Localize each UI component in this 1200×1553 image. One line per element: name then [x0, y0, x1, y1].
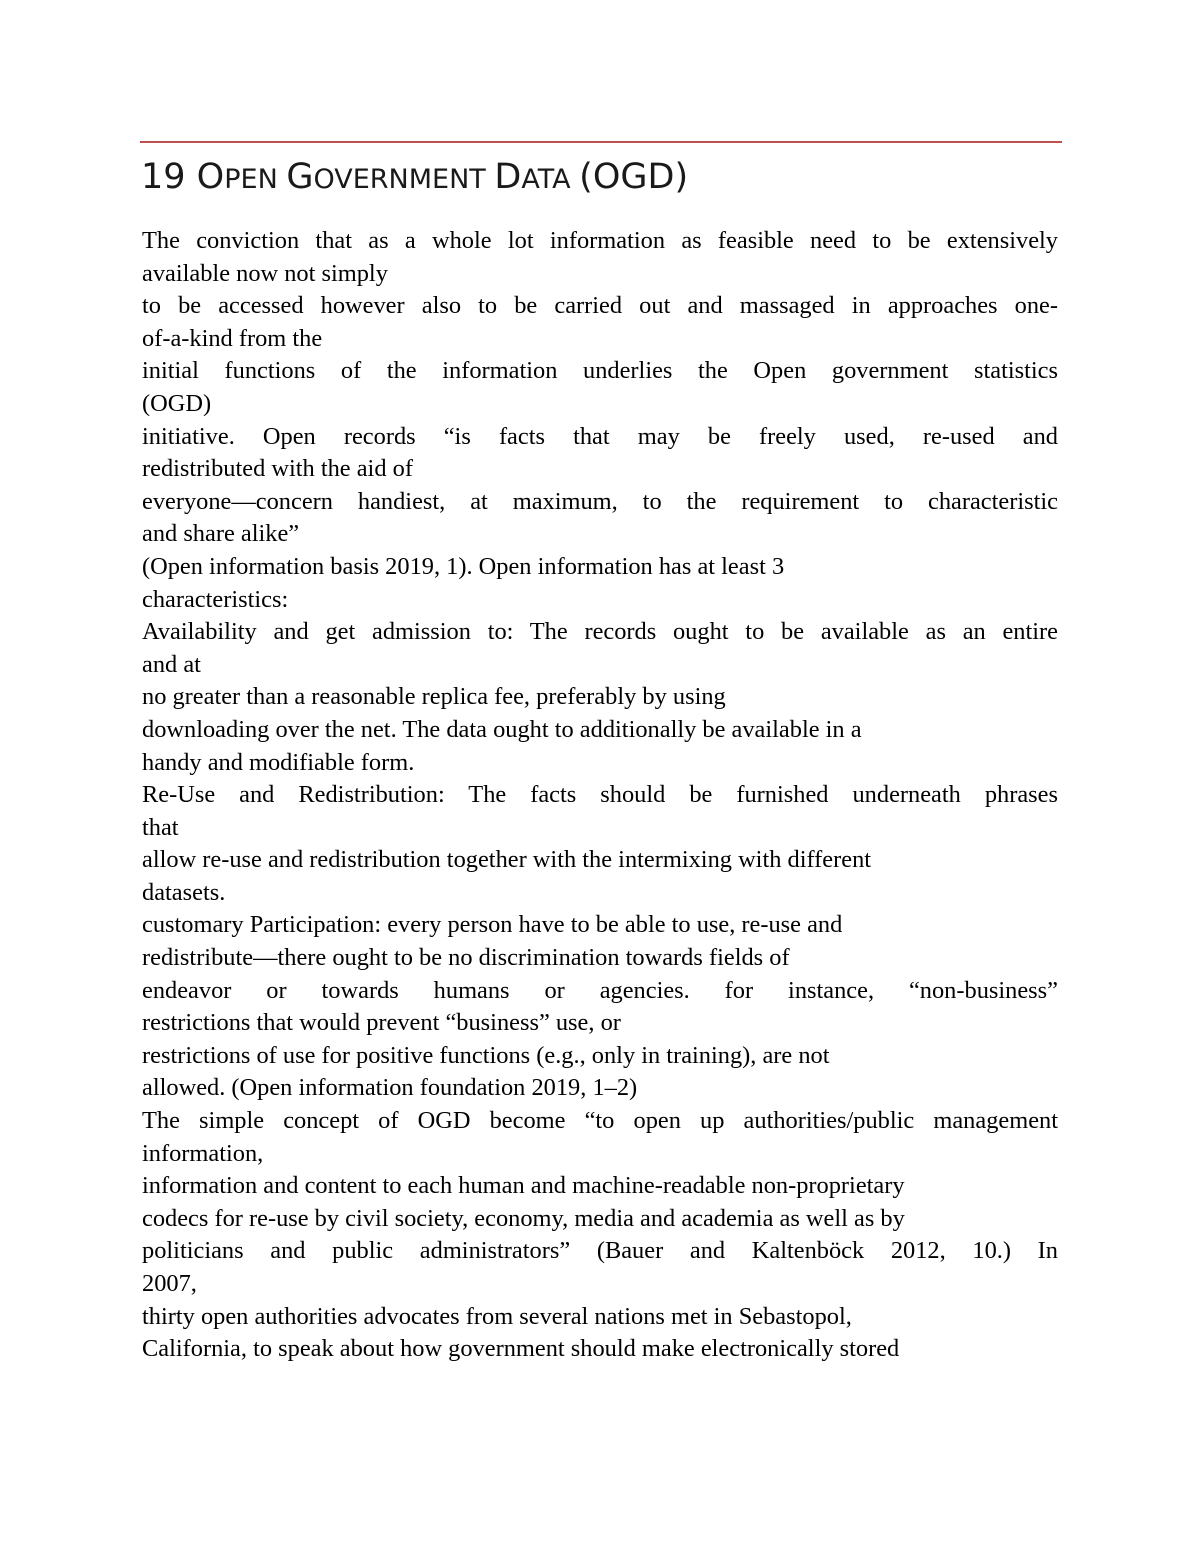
text-line: redistribute—there ought to be no discrimination towards fields of: [142, 944, 790, 972]
text-line: (Open information basis 2019, 1). Open information has at least 3: [142, 552, 785, 580]
text-line: and share alike”: [142, 520, 300, 548]
text-line: 2007,: [142, 1270, 197, 1297]
text-line: restrictions that would prevent “business” use, or: [142, 1009, 621, 1037]
text-line: redistributed with the aid of: [142, 455, 413, 483]
text-line: to be accessed however also to be carried out and massaged in approaches one-: [142, 292, 1058, 320]
heading-rule: [140, 141, 1062, 143]
heading-cap-1: O: [196, 157, 225, 197]
text-line: information,: [142, 1139, 264, 1167]
heading-tail: (OGD): [579, 157, 689, 197]
text-line: The simple concept of OGD become “to open up authorities/public management: [142, 1107, 1058, 1135]
text-line: information and content to each human and machine-readable non-proprietary: [142, 1172, 905, 1200]
heading-number: 19: [141, 157, 197, 197]
text-line: initial functions of the information underlies the Open government statistics: [142, 357, 1058, 385]
text-line: characteristics:: [142, 585, 289, 613]
text-line: allow re-use and redistribution together with the intermixing with different: [142, 846, 872, 874]
text-line: restrictions of use for positive functions (e.g., only in training), are not: [142, 1041, 830, 1069]
text-line: The conviction that as a whole lot information as feasible need to be extensively: [142, 227, 1058, 254]
text-line: that: [142, 813, 179, 841]
text-line: (OGD): [142, 389, 212, 417]
text-line: politicians and public administrators” (Bauer and Kaltenböck 2012, 10.) In: [142, 1237, 1058, 1265]
text-line: datasets.: [142, 878, 226, 906]
text-line: California, to speak about how government should make electronically stored: [142, 1335, 900, 1363]
heading-cap-3: D: [494, 157, 522, 197]
heading-smallcaps-1: PEN: [224, 164, 287, 195]
text-line: and at: [142, 650, 201, 678]
text-line: everyone—concern handiest, at maximum, to the requirement to characteristic: [142, 487, 1058, 515]
heading-cap-2: G: [286, 157, 314, 197]
text-line: customary Participation: every person have to be able to use, re-use and: [142, 911, 843, 939]
text-line: of-a-kind from the: [142, 324, 323, 352]
text-line: Availability and get admission to: The records ought to be available as an entire: [142, 618, 1058, 646]
text-line: thirty open authorities advocates from several nations met in Sebastopol,: [142, 1302, 852, 1330]
text-line: allowed. (Open information foundation 2019, 1–2): [142, 1074, 638, 1102]
text-line: available now not simply: [142, 259, 388, 287]
text-line: handy and modifiable form.: [142, 748, 415, 776]
section-heading: [141, 156, 688, 198]
text-line: codecs for re-use by civil society, economy, media and academia as well as by: [142, 1204, 905, 1232]
heading-smallcaps-2: OVERNMENT: [313, 164, 495, 195]
text-line: no greater than a reasonable replica fee, preferably by using: [142, 683, 726, 711]
text-line: initiative. Open records “is facts that may be freely used, re-used and: [142, 422, 1058, 450]
body-text: [142, 225, 1058, 1366]
text-line: Re-Use and Redistribution: The facts should be furnished underneath phrases: [142, 781, 1058, 809]
text-line: downloading over the net. The data ought to additionally be available in a: [142, 715, 862, 743]
text-line: endeavor or towards humans or agencies. for instance, “non-business”: [142, 976, 1058, 1004]
heading-smallcaps-3: ATA: [521, 164, 580, 195]
